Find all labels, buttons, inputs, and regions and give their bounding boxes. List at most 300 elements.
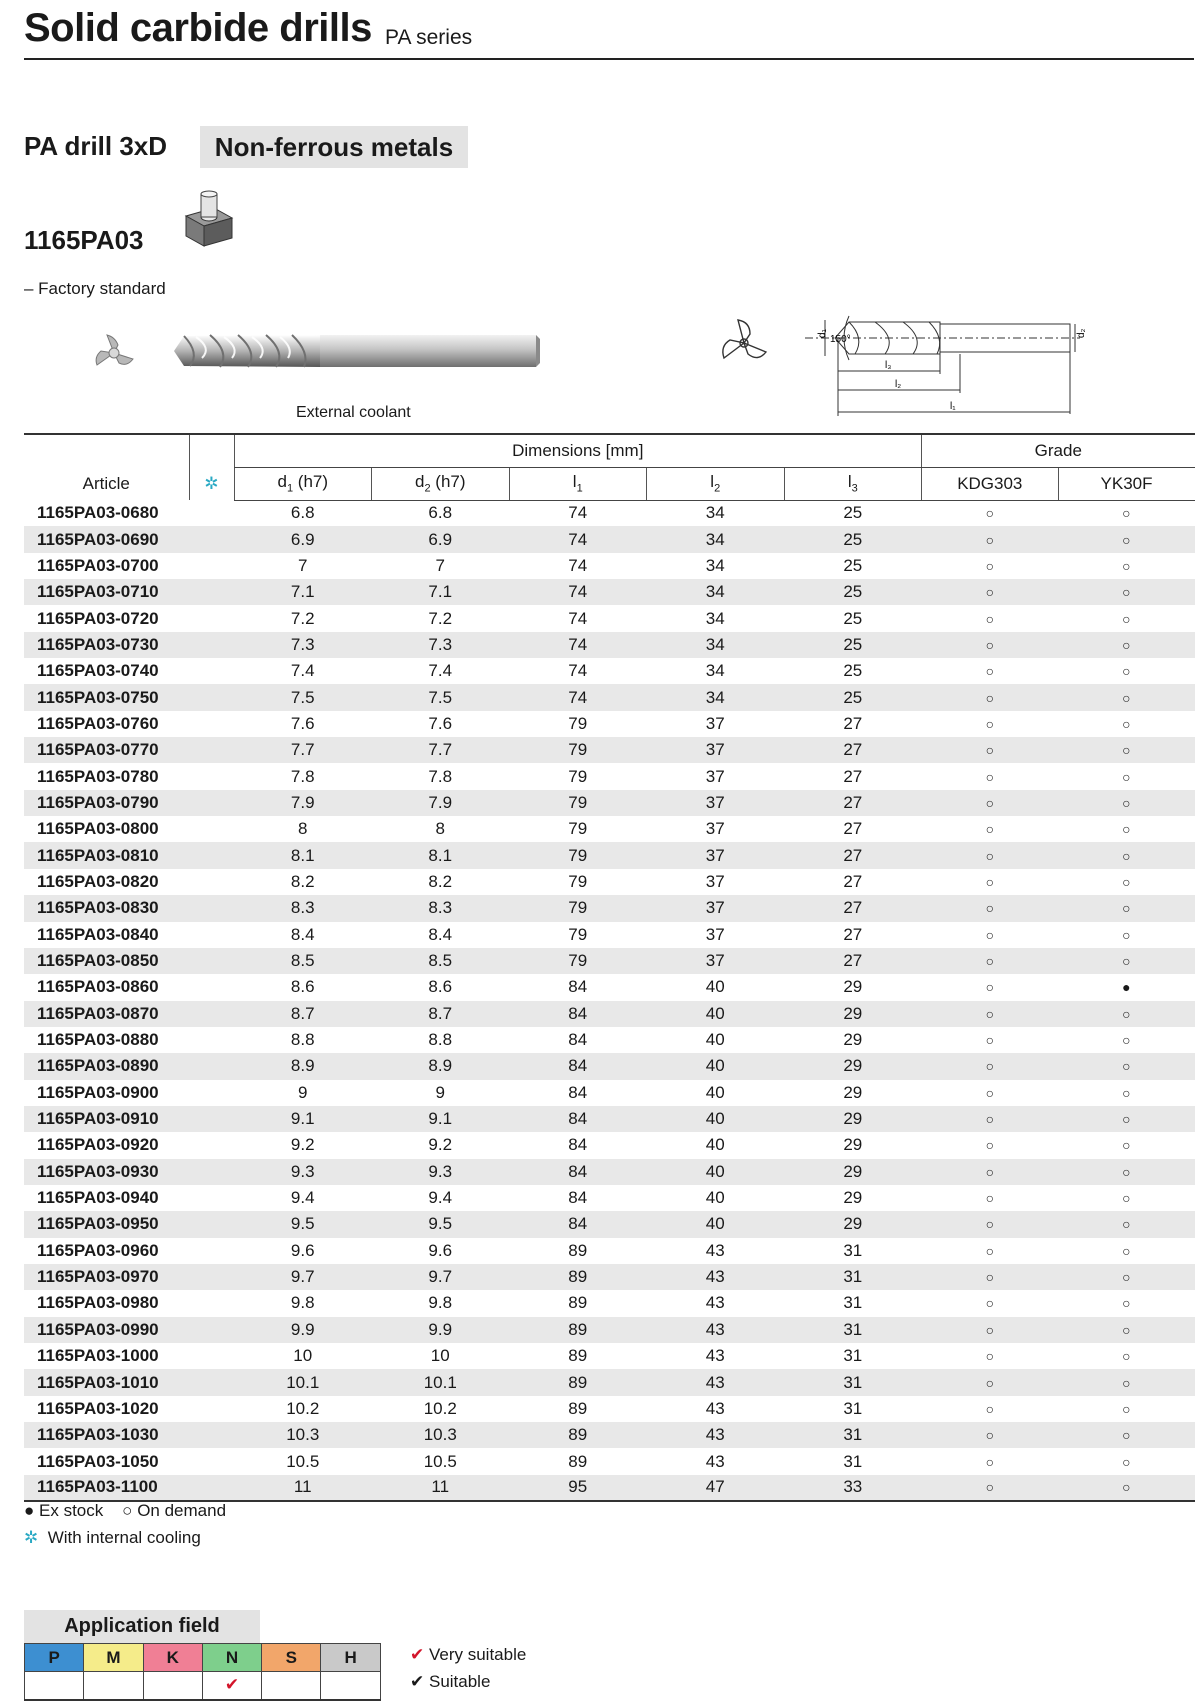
cooling-cell [189,974,234,1000]
dimension-cell: 6.9 [234,526,372,552]
article-cell: 1165PA03-0870 [24,1001,189,1027]
on-demand-icon: ○ [122,1501,133,1520]
article-cell: 1165PA03-0960 [37,1240,159,1260]
title-divider [24,58,1194,60]
dimension-cell: 8.3 [372,895,510,921]
drill-cross-section-icon [93,333,135,373]
dimension-cell: 40 [705,1135,725,1155]
cooling-cell [189,763,234,789]
grade-availability-cell: ○ [1122,1453,1131,1470]
dimension-cell: 6.9 [372,526,510,552]
grade-availability-cell: ○ [1122,926,1131,943]
dimension-cell: 40 [647,1159,785,1185]
suitable-check-icon: ✔ [410,1672,425,1691]
grade-availability-cell: ○ [922,1106,1059,1132]
dimension-cell: 7.1 [372,579,510,605]
grade-availability-cell: ○ [1122,663,1131,680]
dimension-cell: 8.7 [234,1001,372,1027]
table-row [24,1080,1195,1106]
dimension-cell: 29 [843,1082,863,1102]
dimension-cell: 10.2 [423,1398,457,1418]
dimension-cell: 27 [784,790,922,816]
article-cell: 1165PA03-0860 [37,977,159,997]
cooling-cell [189,1132,234,1158]
cooling-legend [24,1528,201,1548]
dimension-cell: 34 [647,526,785,552]
dimension-cell: 8.6 [290,977,315,997]
article-cell: 1165PA03-0730 [24,632,189,658]
cooling-cell [189,684,234,710]
ex-stock-label: Ex stock [39,1501,104,1520]
dimension-cell: 7.8 [428,766,453,786]
cooling-cell [189,842,234,868]
dimension-cell: 27 [843,766,863,786]
suitable-label: Suitable [428,1672,491,1691]
cooling-cell [189,737,234,763]
dimension-cell: 89 [568,1398,588,1418]
table-row [24,1132,1195,1158]
article-cell: 1165PA03-0780 [37,766,159,786]
d2-label: d₂ [1076,328,1087,338]
dimension-cell: 25 [843,608,863,628]
grade-availability-cell: ○ [922,1475,1059,1501]
dimension-cell: 37 [705,766,725,786]
dimension-cell: 11 [234,1475,372,1501]
cooling-cell [189,526,234,552]
dimension-cell: 8.1 [372,842,510,868]
header-grade-kdg303: KDG303 [922,467,1059,500]
grade-availability-cell: ○ [1122,768,1131,785]
cooling-cell [189,1185,234,1211]
dimension-cell: 29 [843,977,863,997]
header-cooling [189,434,234,500]
dimension-cell: 43 [647,1422,785,1448]
article-cell: 1165PA03-0690 [24,526,189,552]
dimension-cell: 27 [843,713,863,733]
dimension-cell: 37 [647,790,785,816]
article-cell: 1165PA03-0850 [24,948,189,974]
grade-availability-cell: ○ [922,948,1059,974]
header-l3: $l_3$ [784,467,922,500]
dimension-cell: 10.3 [372,1422,510,1448]
grade-availability-cell: ○ [985,926,995,943]
grade-availability-cell: ○ [1122,610,1131,627]
l1-label: l₁ [950,401,956,412]
article-cell: 1165PA03-1000 [37,1346,159,1366]
grade-availability-cell: ○ [922,1317,1059,1343]
grade-availability-cell: ○ [922,632,1059,658]
cooling-icon: ✲ [204,474,219,493]
grade-availability-cell: ○ [1058,1211,1195,1237]
table-row [24,1422,1195,1448]
grade-availability-cell: ○ [1058,1264,1195,1290]
dimension-cell: 8 [435,819,445,839]
grade-availability-cell: ○ [985,1190,995,1207]
grade-availability-cell: ○ [985,768,995,785]
dimension-cell: 84 [568,1135,588,1155]
dimension-cell: 7.1 [234,579,372,605]
cooling-cell [189,1001,234,1027]
spec-table [24,433,1195,1502]
header-article: Article [24,434,189,500]
grade-availability-cell: ○ [985,557,995,574]
cooling-cell [189,579,234,605]
dimension-cell: 43 [647,1317,785,1343]
dimension-cell: 8.1 [234,842,372,868]
table-row [24,895,1195,921]
dimension-cell: 6.8 [428,503,453,523]
dimension-cell: 37 [647,842,785,868]
article-cell: 1165PA03-0800 [37,819,159,839]
grade-availability-cell: ○ [922,790,1059,816]
cooling-cell [189,605,234,631]
article-cell: 1165PA03-0740 [37,661,159,681]
dimension-cell: 29 [784,1159,922,1185]
material-group-mark: ✔ [202,1672,261,1700]
article-cell: 1165PA03-1100 [24,1475,189,1501]
dimension-cell: 43 [647,1369,785,1395]
dimension-cell: 9.9 [234,1317,372,1343]
table-row [24,1448,1195,1474]
grade-availability-cell: ○ [1058,895,1195,921]
table-row [24,1264,1195,1290]
table-row [24,1396,1195,1422]
dimension-cell: 31 [784,1422,922,1448]
grade-availability-cell: ○ [985,1032,995,1049]
dimension-cell: 9.2 [428,1135,453,1155]
article-cell: 1165PA03-0810 [24,842,189,868]
grade-availability-cell: ○ [1122,1032,1131,1049]
table-row [24,1106,1195,1132]
dimension-cell: 37 [647,737,785,763]
dimension-cell: 34 [705,608,725,628]
grade-availability-cell: ○ [1058,1053,1195,1079]
grade-availability-cell: ○ [1058,579,1195,605]
dimension-cell: 34 [647,632,785,658]
cooling-cell [189,869,234,895]
dimension-cell: 25 [843,555,863,575]
cooling-cell [189,790,234,816]
dimension-cell: 9 [435,1082,445,1102]
dimension-cell: 7.2 [290,608,315,628]
table-row [24,1211,1195,1237]
table-row [24,526,1195,552]
cooling-cell [189,632,234,658]
dimension-cell: 43 [705,1293,725,1313]
article-cell: 1165PA03-0750 [24,684,189,710]
dimension-cell: 89 [568,1293,588,1313]
header-l1: $l_1$ [509,467,647,500]
dimension-cell: 31 [843,1398,863,1418]
grade-availability-cell: ○ [1122,505,1131,522]
dimension-cell: 79 [568,924,588,944]
cooling-cell [189,1396,234,1422]
article-cell: 1165PA03-0910 [24,1106,189,1132]
article-cell: 1165PA03-0820 [37,871,159,891]
dimension-cell: 74 [568,661,588,681]
grade-availability-cell: ○ [1058,790,1195,816]
material-group-m: M [84,1644,143,1672]
table-row [24,500,1195,526]
table-row [24,711,1195,737]
dimension-cell: 29 [784,1211,922,1237]
grade-availability-cell: ○ [1058,842,1195,868]
dimension-cell: 79 [568,713,588,733]
grade-availability-cell: ○ [985,1084,995,1101]
dimension-cell: 7.8 [290,766,315,786]
grade-availability-cell: ○ [985,1400,995,1417]
article-cell: 1165PA03-0840 [37,924,159,944]
grade-availability-cell: ○ [1122,821,1131,838]
cooling-cell [189,553,234,579]
dimension-cell: 8.7 [372,1001,510,1027]
dimension-cell: 27 [784,895,922,921]
dimension-cell: 79 [509,895,647,921]
material-group-k: K [143,1644,202,1672]
table-row [24,1053,1195,1079]
dimension-cell: 40 [705,1082,725,1102]
dimension-cell: 27 [843,819,863,839]
table-row [24,922,1195,948]
dimension-cell: 79 [568,819,588,839]
dimension-cell: 27 [784,737,922,763]
dimension-cell: 89 [509,1317,647,1343]
dimension-cell: 7.6 [290,713,315,733]
grade-availability-cell: ○ [985,873,995,890]
dimension-cell: 25 [784,684,922,710]
dimension-cell: 43 [705,1398,725,1418]
material-group-mark [25,1672,84,1700]
dimension-cell: 9.6 [290,1240,315,1260]
dimension-cell: 84 [509,1106,647,1132]
dimension-cell: 27 [784,948,922,974]
very-suitable-check-icon: ✔ [410,1645,425,1664]
grade-availability-cell: ○ [1058,526,1195,552]
header-d1: $d_1$ (h7) [234,467,372,500]
dimension-cell: 37 [705,871,725,891]
article-cell: 1165PA03-1050 [37,1451,159,1471]
dimension-cell: 9.6 [428,1240,453,1260]
cooling-cell [189,1106,234,1132]
article-cell: 1165PA03-0920 [37,1135,159,1155]
material-group-mark [262,1672,321,1700]
dimension-cell: 10 [430,1346,450,1366]
cooling-cell [189,1027,234,1053]
dimension-cell: 9.7 [372,1264,510,1290]
material-group-h: H [321,1644,380,1672]
dimension-cell: 31 [843,1293,863,1313]
dimension-cell: 27 [843,924,863,944]
dimension-cell: 10.5 [423,1451,457,1471]
header-dimensions: Dimensions [mm] [234,434,922,467]
table-row [24,553,1195,579]
grade-availability-cell: ○ [985,1348,995,1365]
table-row [24,1475,1195,1501]
dimension-cell: 74 [509,579,647,605]
dimension-cell: 8.9 [372,1053,510,1079]
coolant-label: External coolant [296,404,411,421]
dimension-cell: 7.6 [428,713,453,733]
grade-availability-cell: ○ [985,1453,995,1470]
dimension-cell: 29 [784,1053,922,1079]
grade-availability-cell: ○ [922,684,1059,710]
article-cell: 1165PA03-0970 [24,1264,189,1290]
dimension-cell: 25 [784,579,922,605]
dimension-cell: 9.3 [372,1159,510,1185]
dimension-cell: 7.4 [290,661,315,681]
drill-image [170,328,542,374]
very-suitable-label: Very suitable [428,1645,527,1664]
table-row [24,1343,1195,1369]
header-grade: Grade [922,434,1195,467]
grade-availability-cell: ○ [922,895,1059,921]
article-cell: 1165PA03-0770 [24,737,189,763]
dimension-cell: 7 [298,555,308,575]
grade-availability-cell: ○ [1058,1159,1195,1185]
dimension-cell: 9.1 [372,1106,510,1132]
grade-availability-cell: ○ [922,1053,1059,1079]
dimension-cell: 9.2 [290,1135,315,1155]
dimension-cell: 8.4 [290,924,315,944]
dimension-cell: 79 [509,842,647,868]
dimension-cell: 9.8 [290,1293,315,1313]
dimension-cell: 25 [784,526,922,552]
cooling-cell [189,1264,234,1290]
article-cell: 1165PA03-0680 [37,503,159,523]
grade-availability-cell: ○ [1058,948,1195,974]
dimension-cell: 9.4 [290,1188,315,1208]
grade-availability-cell: ○ [922,1422,1059,1448]
dimension-cell: 40 [647,1106,785,1132]
internal-cooling-label: With internal cooling [47,1528,201,1547]
article-cell: 1165PA03-0940 [37,1188,159,1208]
dimension-cell: 79 [509,790,647,816]
dimension-cell: 7.9 [234,790,372,816]
dimension-cell: 37 [705,713,725,733]
table-row [24,816,1195,842]
dimension-cell: 89 [509,1369,647,1395]
article-cell: 1165PA03-0790 [24,790,189,816]
cooling-cell [189,1422,234,1448]
dimension-cell: 74 [509,632,647,658]
table-row [24,1238,1195,1264]
dimension-cell: 31 [843,1451,863,1471]
dimension-cell: 25 [843,661,863,681]
dimension-cell: 9.5 [234,1211,372,1237]
dimension-cell: 79 [509,948,647,974]
cooling-cell [189,1238,234,1264]
grade-availability-cell: ○ [1058,1475,1195,1501]
dimension-cell: 74 [509,526,647,552]
table-row [24,869,1195,895]
cooling-cell [189,1211,234,1237]
stock-legend [24,1501,226,1521]
dimension-cell: 89 [568,1346,588,1366]
dimension-cell: 7.7 [372,737,510,763]
product-subtitle: PA drill 3xD [24,131,168,161]
d1-label: d₁ [817,329,828,338]
article-cell: 1165PA03-0700 [37,555,159,575]
grade-availability-cell: ○ [1122,1348,1131,1365]
article-cell: 1165PA03-0950 [24,1211,189,1237]
table-row [24,790,1195,816]
dimension-cell: 8.2 [290,871,315,891]
table-row [24,1159,1195,1185]
cooling-cell [189,1369,234,1395]
l2-label: l₂ [895,379,902,390]
grade-availability-cell: ○ [922,1159,1059,1185]
grade-availability-cell: ○ [1122,715,1131,732]
grade-availability-cell: ○ [922,1264,1059,1290]
grade-availability-cell: ○ [1058,1106,1195,1132]
cooling-cell [189,1448,234,1474]
grade-availability-cell: ○ [1122,1295,1131,1312]
header-l2: $l_2$ [647,467,785,500]
cooling-cell [189,816,234,842]
dimension-cell: 43 [705,1240,725,1260]
cooling-cell [189,1290,234,1316]
dimension-cell: 40 [705,977,725,997]
dimension-cell: 34 [705,503,725,523]
workpiece-icon [180,190,238,252]
grade-availability-cell: ○ [985,1242,995,1259]
table-row [24,737,1195,763]
internal-cooling-icon: ✲ [24,1528,39,1547]
table-row [24,658,1195,684]
header-d2: $d_2$ (h7) [372,467,510,500]
dimension-cell: 9.8 [428,1293,453,1313]
grade-availability-cell: ○ [1058,1369,1195,1395]
angle-label: 150° [830,334,851,345]
dimension-cell: 10 [293,1346,313,1366]
cooling-cell [189,922,234,948]
dimension-cell: 11 [372,1475,510,1501]
dimension-cell: 7.4 [428,661,453,681]
dimension-cell: 84 [509,1159,647,1185]
dimension-cell: 7.5 [372,684,510,710]
dimension-cell: 8.5 [372,948,510,974]
dimension-cell: 47 [647,1475,785,1501]
cooling-cell [189,1080,234,1106]
dimension-cell: 84 [568,1030,588,1050]
grade-availability-cell: ○ [985,505,995,522]
article-cell: 1165PA03-0890 [24,1053,189,1079]
article-code: 1165PA03 [24,225,144,255]
dimension-cell: 84 [509,1001,647,1027]
dimension-cell: 34 [647,684,785,710]
dimension-cell: 29 [843,1188,863,1208]
grade-availability-cell: ○ [985,715,995,732]
dimension-cell: 31 [843,1346,863,1366]
material-group-mark [143,1672,202,1700]
dimension-cell: 74 [568,503,588,523]
material-group-mark [321,1672,380,1700]
table-row [24,948,1195,974]
table-row [24,1290,1195,1316]
dimension-cell: 89 [509,1422,647,1448]
dimension-cell: 10.2 [286,1398,320,1418]
dimension-cell: 9.7 [234,1264,372,1290]
dimension-cell: 74 [509,684,647,710]
grade-availability-cell: ○ [1122,557,1131,574]
article-cell: 1165PA03-0830 [24,895,189,921]
dimension-cell: 9.9 [372,1317,510,1343]
dimension-cell: 43 [705,1346,725,1366]
article-cell: 1165PA03-1020 [37,1398,159,1418]
cooling-cell [189,500,234,526]
cooling-cell [189,948,234,974]
cooling-cell [189,895,234,921]
